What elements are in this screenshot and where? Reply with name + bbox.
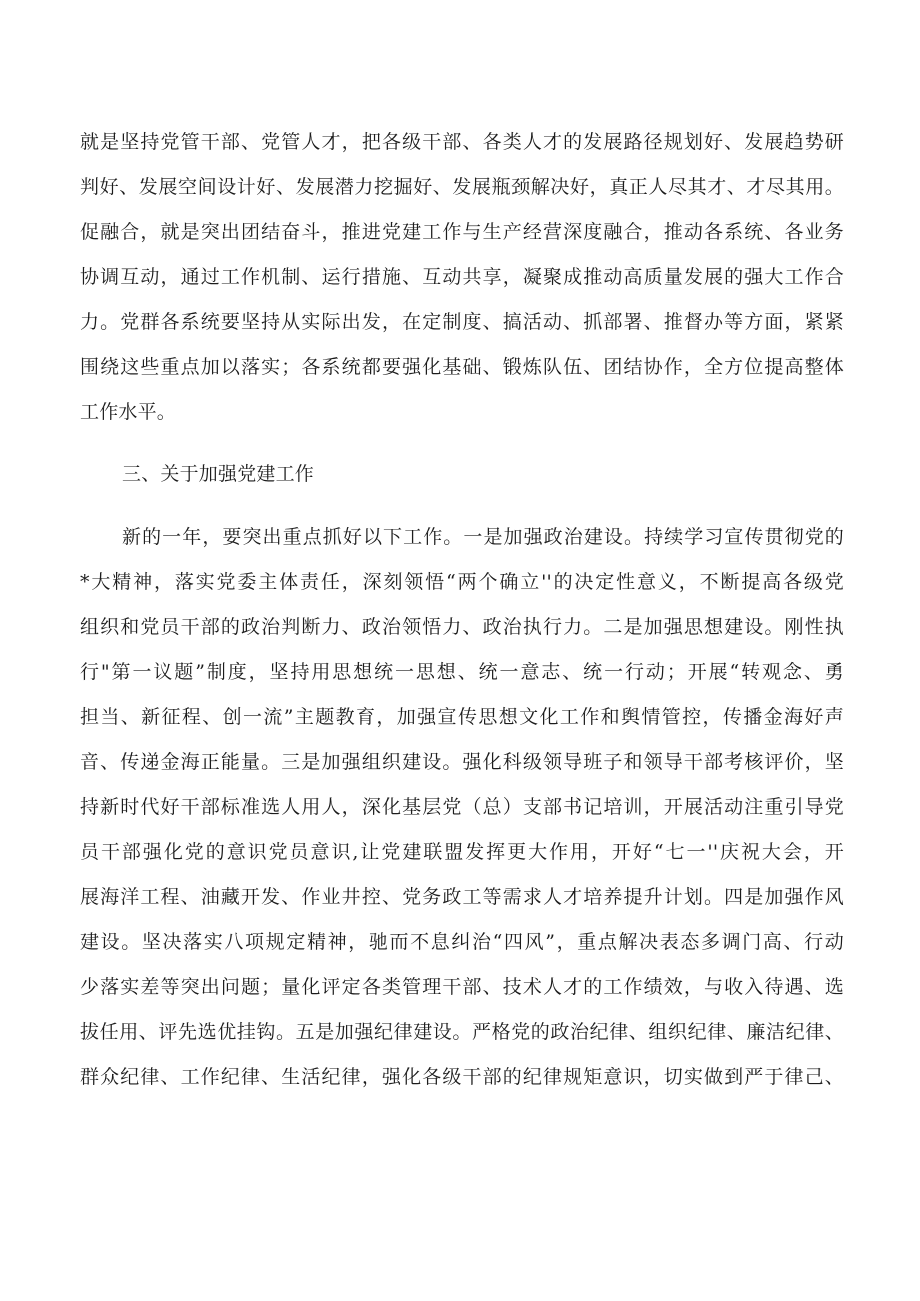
text-line: 持新时代好干部标准选人用人，深化基层党（总）支部书记培训，开展活动注重引导党 bbox=[80, 796, 844, 818]
text-line: 拔任用、评先选优挂钩。五是加强纪律建设。严格党的政治纪律、组织纪律、廉洁纪律、 bbox=[80, 1021, 844, 1043]
text-line: 就是坚持党管干部、党管人才，把各级干部、各类人才的发展路径规划好、发展趋势研 bbox=[80, 131, 844, 153]
text-line: 判好、发展空间设计好、发展潜力挖掘好、发展瓶颈解决好，真正人尽其才、才尽其用。 bbox=[80, 176, 844, 198]
text-line: 协调互动，通过工作机制、运行措施、互动共享，凝聚成推动高质量发展的强大工作合 bbox=[80, 266, 844, 288]
text-line: 围绕这些重点加以落实；各系统都要强化基础、锻炼队伍、团结协作，全方位提高整体 bbox=[80, 356, 844, 378]
text-line: 组织和党员干部的政治判断力、政治领悟力、政治执行力。二是加强思想建设。刚性执 bbox=[80, 616, 844, 638]
text-line: 行"第一议题”制度，坚持用思想统一思想、统一意志、统一行动；开展“转观念、勇 bbox=[80, 661, 844, 683]
text-line: 少落实差等突出问题；量化评定各类管理干部、技术人才的工作绩效，与收入待遇、选 bbox=[80, 976, 844, 998]
text-line: 新的一年，要突出重点抓好以下工作。一是加强政治建设。持续学习宣传贯彻党的 bbox=[122, 526, 844, 548]
text-line: 工作水平。 bbox=[80, 401, 177, 423]
section-heading: 三、关于加强党建工作 bbox=[122, 463, 315, 485]
text-line: *大精神，落实党委主体责任，深刻领悟“两个确立''的决定性意义，不断提高各级党 bbox=[80, 571, 844, 593]
text-line: 展海洋工程、油藏开发、作业井控、党务政工等需求人才培养提升计划。四是加强作风 bbox=[80, 886, 844, 908]
text-line: 担当、新征程、创一流”主题教育，加强宣传思想文化工作和舆情管控，传播金海好声 bbox=[80, 706, 844, 728]
text-line: 促融合，就是突出团结奋斗，推进党建工作与生产经营深度融合，推动各系统、各业务 bbox=[80, 221, 844, 243]
text-line: 力。党群各系统要坚持从实际出发，在定制度、搞活动、抓部署、推督办等方面，紧紧 bbox=[80, 311, 844, 333]
text-line: 群众纪律、工作纪律、生活纪律，强化各级干部的纪律规矩意识，切实做到严于律己、 bbox=[80, 1066, 844, 1088]
text-line: 音、传递金海正能量。三是加强组织建设。强化科级领导班子和领导干部考核评价，坚 bbox=[80, 751, 844, 773]
text-line: 建设。坚决落实八项规定精神，驰而不息纠治“四风”，重点解决表态多调门高、行动 bbox=[80, 931, 844, 953]
text-line: 员干部强化党的意识党员意识,让党建联盟发挥更大作用，开好“七一''庆祝大会，开 bbox=[80, 841, 844, 863]
